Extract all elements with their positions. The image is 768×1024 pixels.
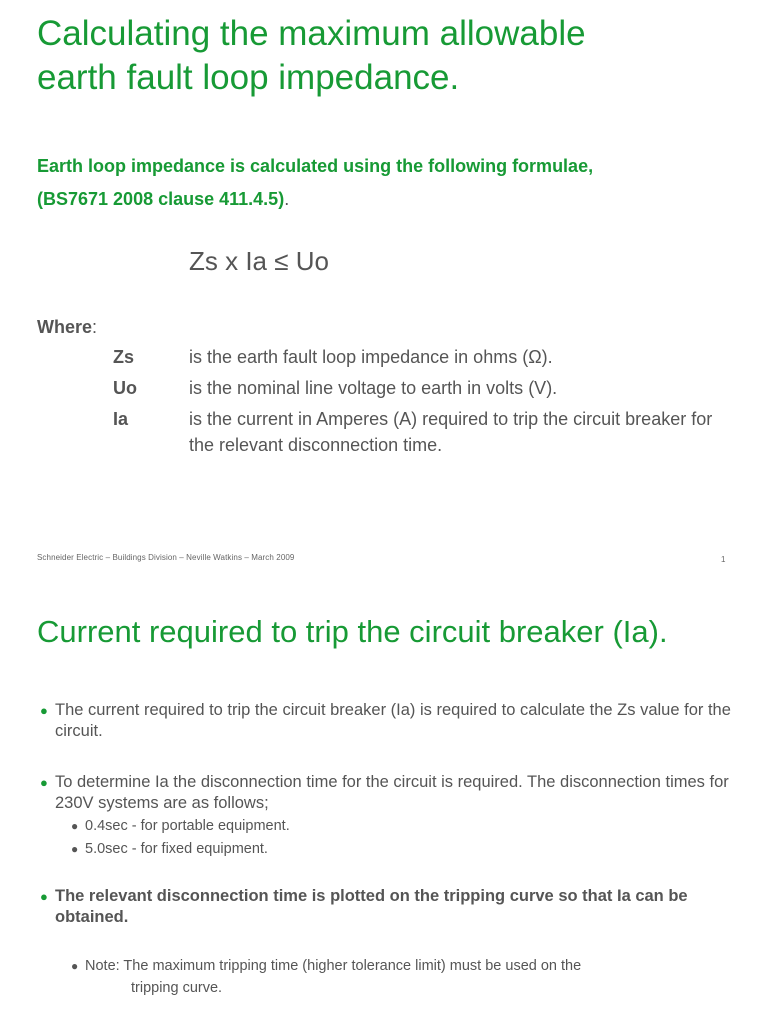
- formula: Zs x Ia ≤ Uo: [189, 246, 329, 276]
- bullet-text: The relevant disconnection time is plotted on the tripping curve so that Ia can be obtained.: [55, 887, 688, 926]
- slide1-title: [37, 12, 586, 100]
- sub-bullet-text: 5.0sec - for fixed equipment.: [85, 841, 268, 857]
- slide1-subtitle: [37, 150, 593, 216]
- slide-footer: Schneider Electric – Buildings Division – Neville Watkins – March 2009: [37, 553, 295, 562]
- slide2-title: Current required to trip the circuit breaker (Ia).: [37, 614, 668, 649]
- bullet-text: The current required to trip the circuit breaker (Ia) is required to calculate the Zs value for the circuit.: [55, 701, 731, 740]
- subtitle-line2: (BS7671 2008 clause 411.4.5): [37, 189, 285, 209]
- sub-bullet-icon: ●: [71, 819, 79, 833]
- list-item: [40, 886, 740, 928]
- subtitle-line1: Earth loop impedance is calculated using the following formulae,: [37, 156, 594, 176]
- sub-bullet-text: 0.4sec - for portable equipment.: [85, 818, 290, 834]
- where-word: Where: [37, 317, 93, 337]
- note-bullet-icon: ●: [71, 959, 79, 973]
- bullet-text: To determine Ia the disconnection time for the circuit is required. The disconnection times for 230V systems are as follows;: [55, 773, 729, 812]
- bullet-icon: ●: [40, 703, 48, 718]
- bullet-icon: ●: [40, 889, 48, 904]
- slide1-title-line1: Calculating the maximum allowable: [37, 14, 586, 53]
- where-label: [37, 316, 97, 338]
- definition-text-zs: is the earth fault loop impedance in ohms (Ω).: [189, 347, 553, 367]
- sub-list-item: [71, 839, 691, 860]
- subtitle-tail: .: [284, 189, 290, 209]
- definition-term-uo: Uo: [113, 378, 137, 398]
- bullet-icon: ●: [40, 775, 48, 790]
- note: [71, 955, 711, 999]
- page-number: 1: [721, 555, 726, 564]
- list-item: [40, 772, 740, 814]
- where-colon: :: [92, 317, 98, 337]
- definition-text-ia: is the current in Amperes (A) required to trip the circuit breaker for the relevant disconnection time.: [189, 409, 713, 455]
- note-text: [85, 955, 581, 999]
- note-line1: Note: The maximum tripping time (higher tolerance limit) must be used on the: [85, 958, 582, 974]
- definition-term-ia: Ia: [113, 409, 129, 429]
- slide1-title-line2: earth fault loop impedance.: [37, 58, 460, 97]
- sub-bullet-icon: ●: [71, 842, 79, 856]
- definition-text-uo: is the nominal line voltage to earth in volts (V).: [189, 378, 558, 398]
- definition-term-zs: Zs: [113, 347, 135, 367]
- note-line2: tripping curve.: [131, 980, 223, 996]
- sub-list-item: [71, 816, 691, 837]
- list-item: [40, 700, 740, 742]
